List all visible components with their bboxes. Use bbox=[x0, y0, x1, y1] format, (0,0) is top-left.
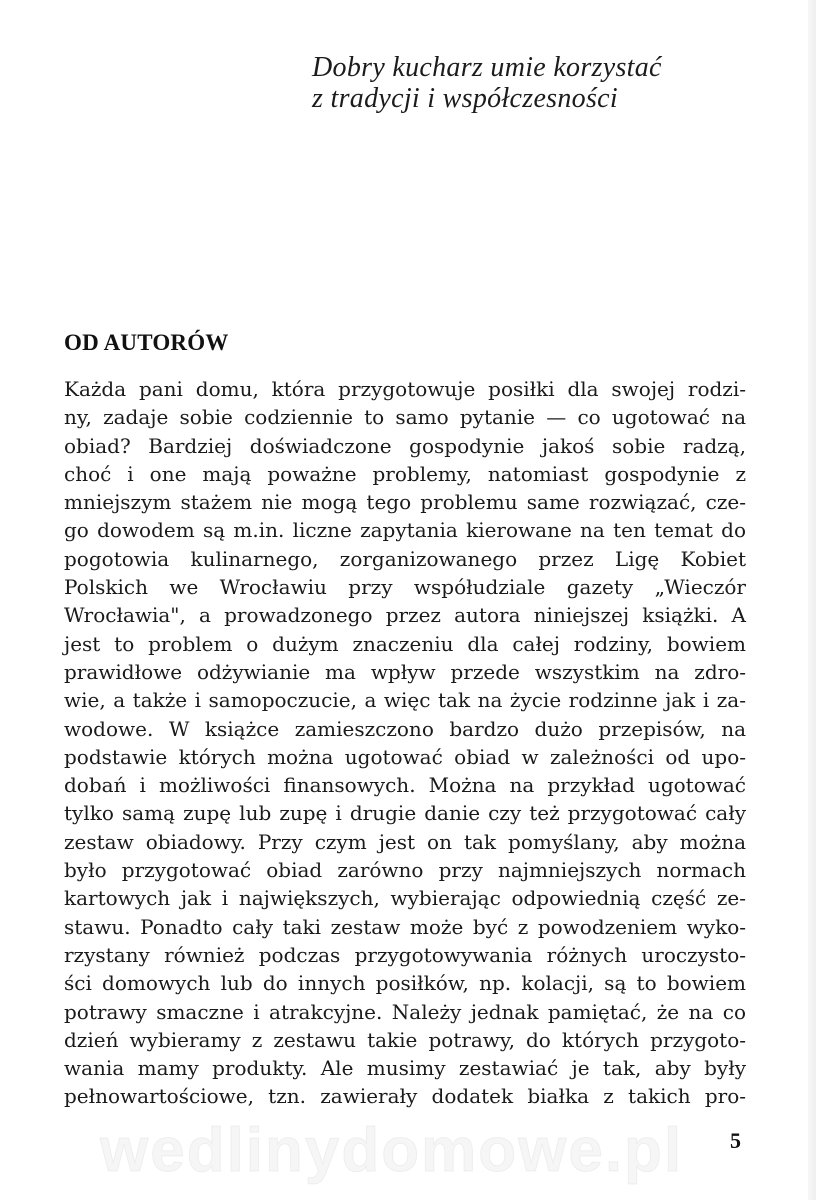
body-line: dobań i możliwości finansowych. Można na przykład ugotować bbox=[64, 773, 746, 798]
body-line: było przygotować obiad zarówno przy najmniejszych normach bbox=[64, 858, 746, 883]
body-line: podstawie których można ugotować obiad w zależności od upo- bbox=[64, 744, 746, 769]
body-line: mniejszym stażem nie mogą tego problemu same rozwiązać, cze- bbox=[64, 490, 746, 515]
epigraph bbox=[312, 52, 752, 114]
page-number: 5 bbox=[730, 1128, 741, 1153]
body-line: pogotowia kulinarnego, zorganizowanego przez Ligę Kobiet bbox=[64, 546, 746, 571]
body-line: choć i one mają poważne problemy, natomiast gospodynie z bbox=[64, 461, 746, 486]
body-line: go dowodem są m.in. liczne zapytania kierowane na ten temat do bbox=[64, 518, 746, 543]
page-edge bbox=[808, 0, 816, 1200]
body-line: ny, zadaje sobie codziennie to samo pytanie — co ugotować na bbox=[64, 405, 746, 430]
body-line: ści domowych lub do innych posiłków, np. kolacji, są to bowiem bbox=[64, 971, 746, 996]
watermark: wedlinydomowe.pl bbox=[100, 1116, 684, 1185]
section-heading: OD AUTORÓW bbox=[64, 330, 229, 355]
body-line: tylko samą zupę lub zupę i drugie danie czy też przygotować cały bbox=[64, 801, 746, 826]
body-line: obiad? Bardziej doświadczone gospodynie jakoś sobie radzą, bbox=[64, 433, 746, 458]
body-line: potrawy smaczne i atrakcyjne. Należy jednak pamiętać, że na co bbox=[64, 999, 746, 1024]
body-line: zestaw obiadowy. Przy czym jest on tak pomyślany, aby można bbox=[64, 829, 746, 854]
body-line: kartowych jak i największych, wybierając odpowiednią część ze- bbox=[64, 886, 746, 911]
body-line: wie, a także i samopoczucie, a więc tak na życie rodzinne jak i za- bbox=[64, 688, 746, 713]
body-line: Polskich we Wrocławiu przy współudziale gazety „Wieczór bbox=[64, 575, 746, 600]
body-line: prawidłowe odżywianie ma wpływ przede wszystkim na zdro- bbox=[64, 659, 746, 684]
body-text bbox=[64, 375, 746, 1111]
epigraph-line-2: z tradycji i współczesności bbox=[312, 83, 618, 114]
body-line: Wrocławia", a prowadzonego przez autora niniejszej książki. A bbox=[64, 603, 746, 628]
body-line: pełnowartościowe, tzn. zawierały dodatek białka z takich pro- bbox=[64, 1084, 746, 1109]
epigraph-line-1: Dobry kucharz umie korzystać bbox=[312, 52, 662, 83]
body-line: dzień wybieramy z zestawu takie potrawy, do których przygoto- bbox=[64, 1027, 746, 1052]
body-line: wania mamy produkty. Ale musimy zestawiać je tak, aby były bbox=[64, 1056, 746, 1081]
body-line: rzystany również podczas przygotowywania różnych uroczysto- bbox=[64, 942, 746, 967]
body-line: jest to problem o dużym znaczeniu dla całej rodziny, bowiem bbox=[64, 631, 746, 656]
body-line: wodowe. W książce zamieszczono bardzo dużo przepisów, na bbox=[64, 716, 746, 741]
body-line: stawu. Ponadto cały taki zestaw może być z powodzeniem wyko- bbox=[64, 914, 746, 939]
body-line: Każda pani domu, która przygotowuje posiłki dla swojej rodzi- bbox=[64, 377, 746, 401]
